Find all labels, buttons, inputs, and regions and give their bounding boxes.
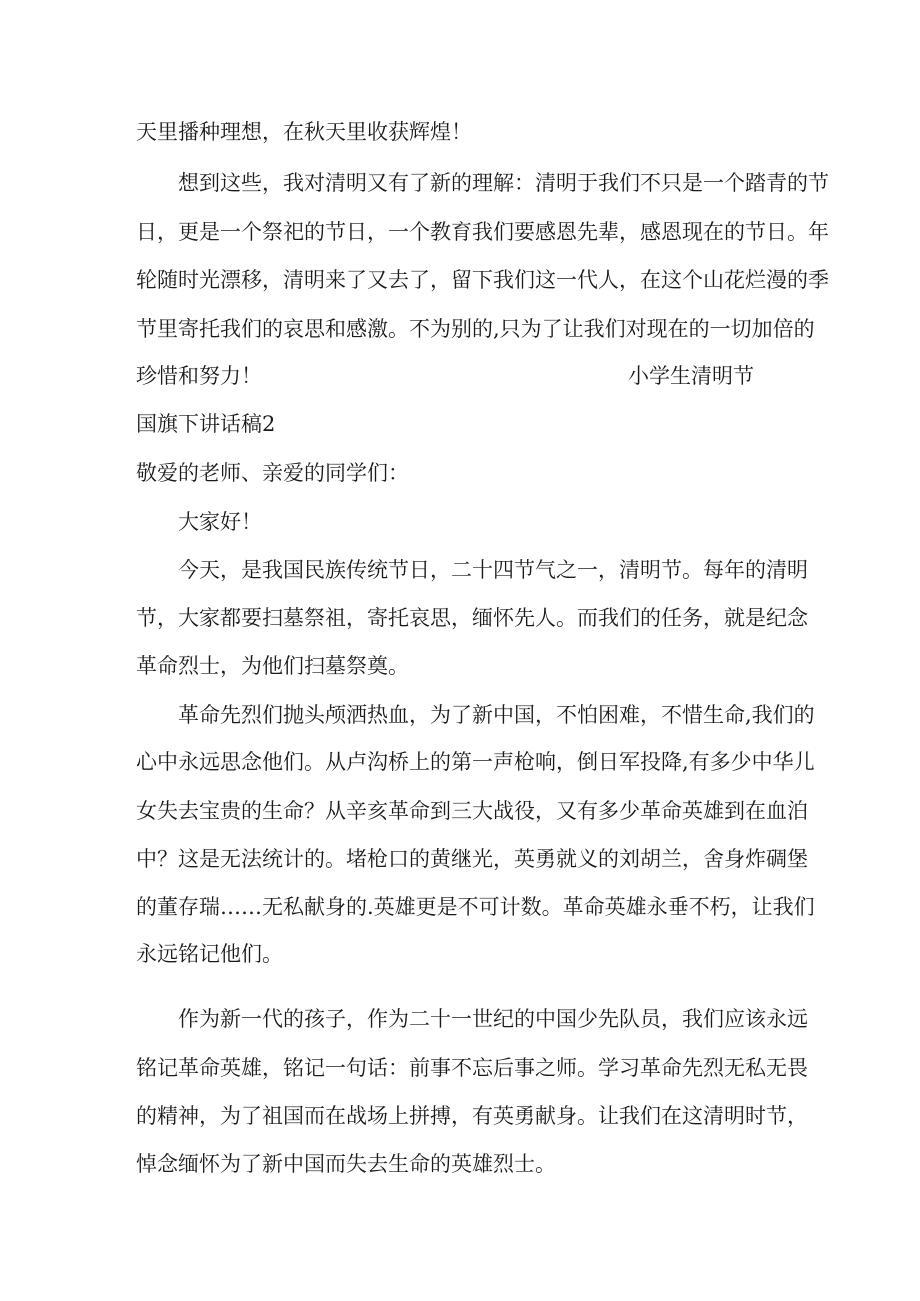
section-title: 国旗下讲话稿2	[136, 412, 276, 436]
paragraph-line: 悼念缅怀为了新中国而失去生命的英雄烈士。	[136, 1152, 556, 1176]
paragraph-line: 的董存瑞……无私献身的.英雄更是不可计数。革命英雄永垂不朽，让我们	[136, 895, 815, 919]
section-title: 小学生清明节	[628, 364, 754, 388]
paragraph-line: 节里寄托我们的哀思和感激。不为别的,只为了让我们对现在的一切加倍的	[136, 317, 815, 341]
paragraph-line: 作为新一代的孩子，作为二十一世纪的中国少先队员，我们应该永远	[178, 1007, 808, 1031]
salutation: 敬爱的老师、亲爱的同学们：	[136, 461, 409, 485]
paragraph-line: 日，更是一个祭祀的节日，一个教育我们要感恩先辈，感恩现在的节日。年	[136, 220, 829, 244]
paragraph-line: 的精神，为了祖国而在战场上拼搏，有英勇献身。让我们在这清明时节，	[136, 1104, 808, 1128]
paragraph-line: 节，大家都要扫墓祭祖，寄托哀思，缅怀先人。而我们的任务，就是纪念	[136, 606, 808, 630]
paragraph-line: 今天，是我国民族传统节日，二十四节气之一，清明节。每年的清明	[178, 558, 808, 582]
paragraph-line: 珍惜和努力！	[136, 364, 262, 388]
paragraph-line: 女失去宝贵的生命？从辛亥革命到三大战役，又有多少革命英雄到在血泊	[136, 799, 808, 823]
paragraph-line: 想到这些，我对清明又有了新的理解：清明于我们不只是一个踏青的节	[178, 171, 829, 195]
greeting: 大家好！	[178, 510, 262, 534]
paragraph-line: 革命烈士，为他们扫墓祭奠。	[136, 654, 409, 678]
paragraph-line: 天里播种理想，在秋天里收获辉煌！	[136, 120, 472, 144]
paragraph-line: 永远铭记他们。	[136, 942, 283, 966]
paragraph-line: 心中永远思念他们。从卢沟桥上的第一声枪响，倒日军投降,有多少中华儿	[136, 750, 815, 774]
paragraph-line: 中？这是无法统计的。堵枪口的黄继光，英勇就义的刘胡兰，舍身炸碉堡	[136, 847, 808, 871]
paragraph-line: 铭记革命英雄，铭记一句话：前事不忘后事之师。学习革命先烈无私无畏	[136, 1056, 808, 1080]
paragraph-line: 革命先烈们抛头颅洒热血，为了新中国，不怕困难，不惜生命,我们的	[178, 703, 815, 727]
paragraph-line: 轮随时光漂移，清明来了又去了，留下我们这一代人，在这个山花烂漫的季	[136, 268, 829, 292]
